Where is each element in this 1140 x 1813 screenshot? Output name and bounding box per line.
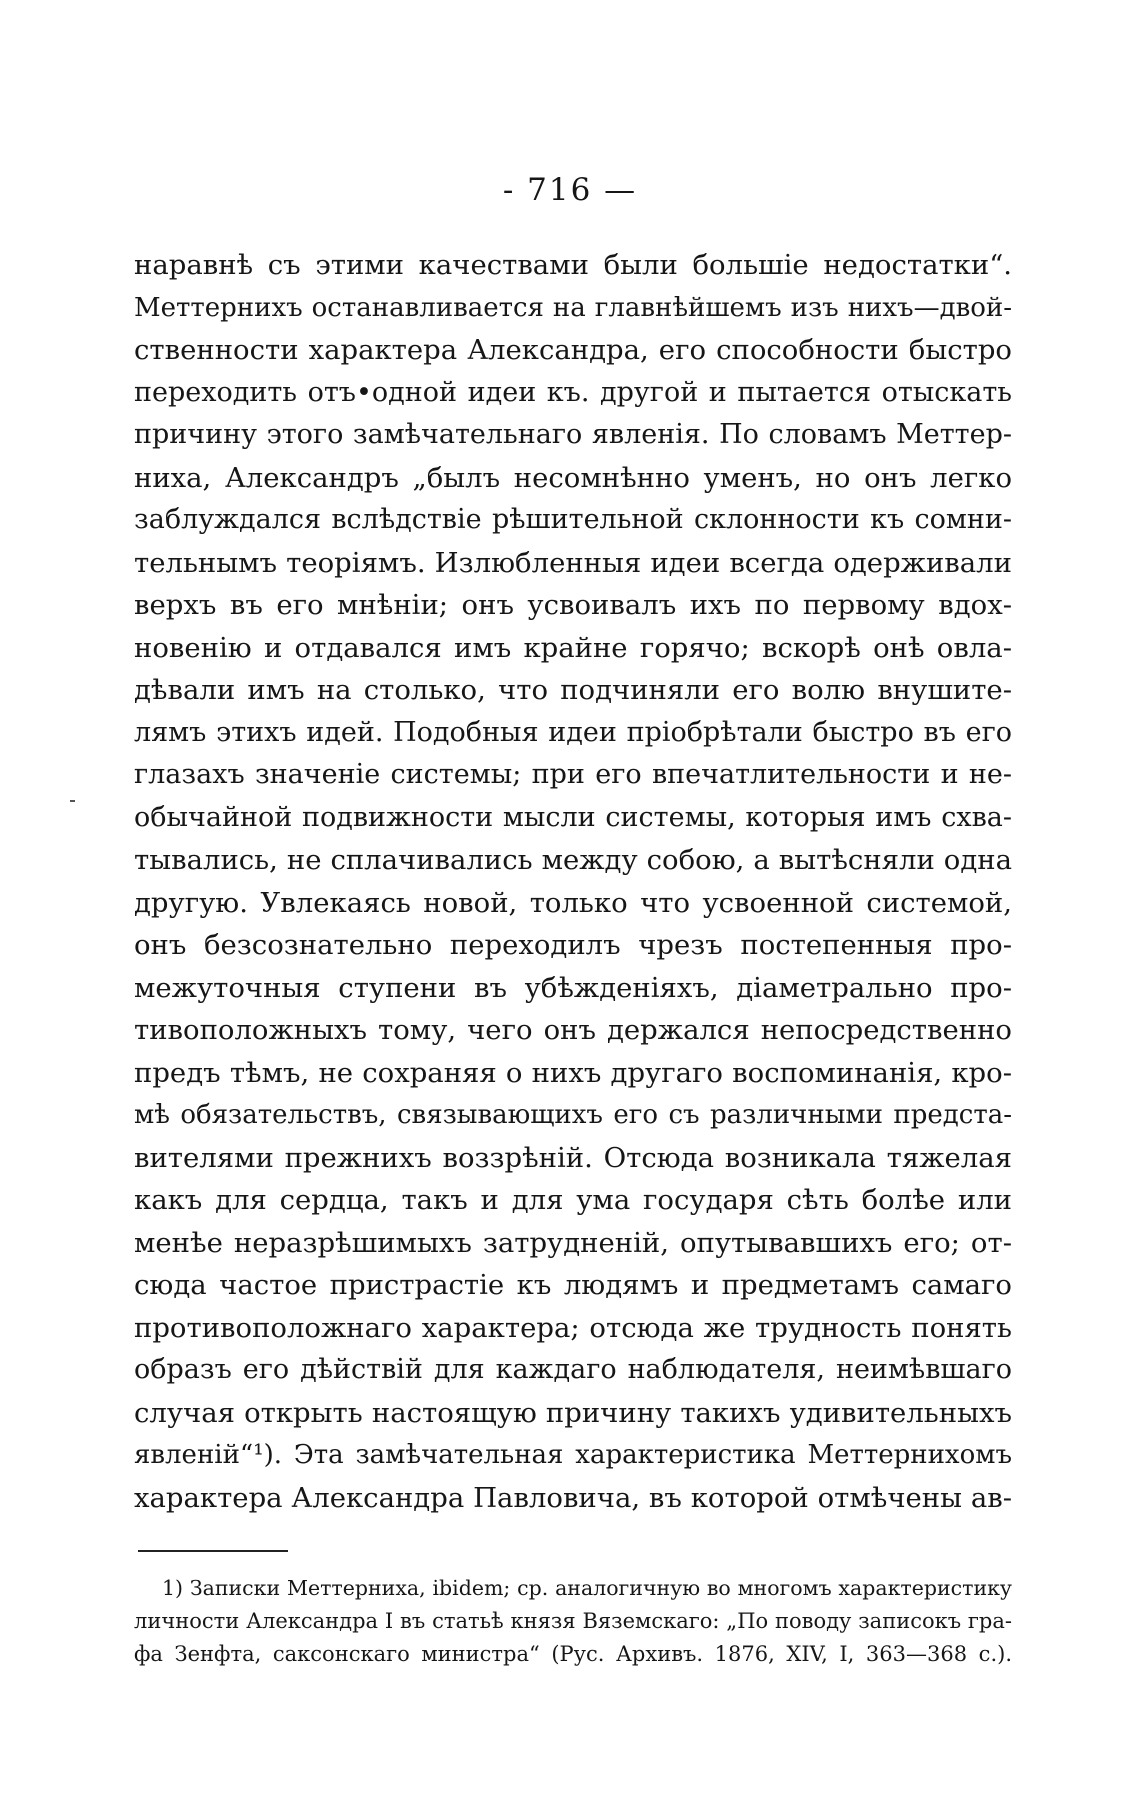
text-line: противоположнаго характера; отсюда же трудность понять [134, 1311, 1012, 1344]
text-line: причину этого замѣчательнаго явленія. По словамъ Меттер- [134, 419, 1012, 450]
footnote-line: фа Зенфта, саксонскаго министра“ (Рус. Архивъ. 1876, XIV, I, 363—368 с.). [134, 1642, 1012, 1666]
text-line: заблуждался вслѣдствіе рѣшительной склонности къ сомни- [134, 504, 1012, 535]
text-line: тывались, не сплачивались между собою, а вытѣсняли одна [134, 844, 1012, 876]
text-line: тивоположныхъ тому, чего онъ держался непосредственно [134, 1014, 1012, 1046]
text-line: другую. Увлекаясь новой, только что усвоенной системой, [134, 886, 1012, 919]
text-line: явленій“¹). Эта замѣчательная характеристика Меттернихомъ [134, 1440, 1012, 1470]
text-line: тельнымъ теоріямъ. Излюбленныя идеи всегда одерживали [134, 546, 1012, 579]
body-text [134, 244, 1012, 1519]
text-line: сюда частое пристрастіе къ людямъ и предметамъ самаго [134, 1269, 1012, 1301]
text-line: глазахъ значеніе системы; при его впечатлительности и не- [134, 759, 1012, 790]
footnote [134, 1572, 1012, 1671]
text-line: менѣе неразрѣшимыхъ затрудненій, опутывавшихъ его; от- [134, 1226, 1012, 1259]
text-line: случая открыть настоящую причину такихъ удивительныхъ [134, 1396, 1012, 1429]
text-line: верхъ въ его мнѣніи; онъ усвоивалъ ихъ по первому вдох- [134, 589, 1012, 621]
page-number: - 716 — [502, 172, 638, 208]
text-line: межуточныя ступени въ убѣжденіяхъ, діаметрально про- [134, 971, 1012, 1004]
text-line: предъ тѣмъ, не сохраняя о нихъ другаго воспоминанія, кро- [134, 1056, 1012, 1089]
text-line: Меттернихъ останавливается на главнѣйшемъ изъ нихъ—двой- [134, 292, 1012, 323]
text-line: ственности характера Александра, его способности быстро [134, 334, 1012, 366]
footnote-separator [138, 1550, 288, 1552]
text-line: новенію и отдавался имъ крайне горячо; вскорѣ онѣ овла- [134, 631, 1012, 664]
footnote-line: личности Александра I въ статьѣ князя Вяземскаго: „По поводу записокъ гра- [134, 1609, 1012, 1633]
text-line: ниха, Александръ „былъ несомнѣнно уменъ, но онъ легко [134, 461, 1012, 494]
text-line: онъ безсознательно переходилъ чрезъ постепенныя про- [134, 929, 1012, 961]
text-line: характера Александра Павловича, въ которой отмѣчены ав- [134, 1481, 1012, 1514]
text-line: какъ для сердца, такъ и для ума государя сѣть болѣе или [134, 1184, 1012, 1216]
text-line: наравнѣ съ этими качествами были большіе недостатки“. [134, 249, 1012, 281]
text-line: переходить отъ•одной идеи къ. другой и пытается отыскать [134, 376, 1012, 408]
footnote-line: 1) Записки Меттерниха, ibidem; ср. аналогичную во многомъ характеристику [162, 1576, 1012, 1600]
text-line: обычайной подвижности мысли системы, которыя имъ схва- [134, 801, 1012, 833]
text-line: образъ его дѣйствій для каждаго наблюдателя, неимѣвшаго [134, 1354, 1012, 1385]
text-line: лямъ этихъ идей. Подобныя идеи пріобрѣтали быстро въ его [134, 716, 1012, 748]
text-line: мѣ обязательствъ, связывающихъ его съ различными предста- [134, 1100, 1012, 1130]
text-line: дѣвали имъ на столько, что подчиняли его волю внушите- [134, 674, 1012, 706]
margin-mark [70, 800, 75, 802]
text-line: вителями прежнихъ воззрѣній. Отсюда возникала тяжелая [134, 1141, 1012, 1174]
